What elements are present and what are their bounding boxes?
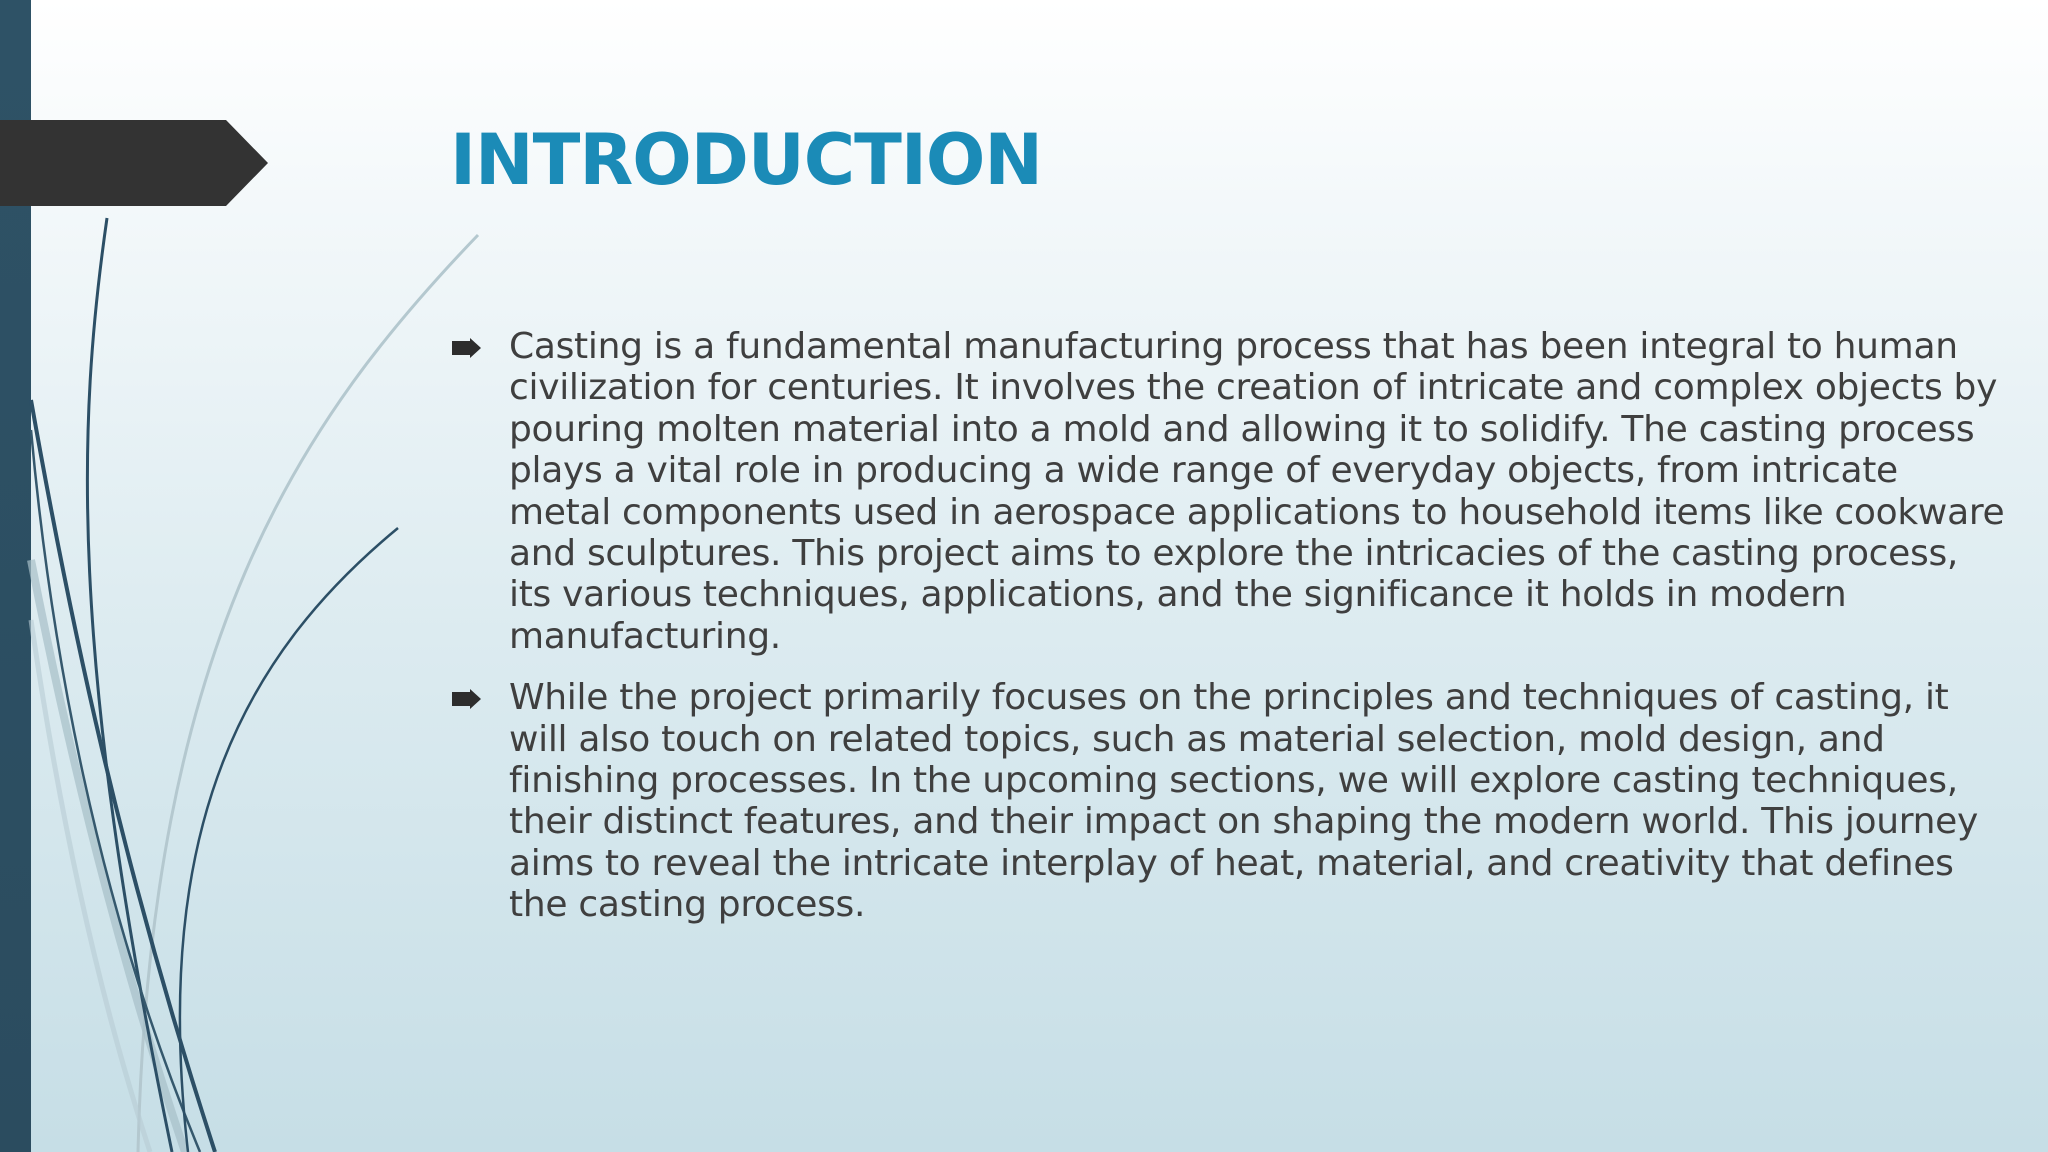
dark-curve <box>180 528 398 1152</box>
dark-curve <box>87 218 172 1152</box>
arrow-bullet-icon <box>452 689 482 709</box>
slide-title: INTRODUCTION <box>450 119 1042 201</box>
bullet-list <box>450 326 2010 946</box>
bullet-item <box>450 677 2010 925</box>
bullet-item <box>450 326 2010 657</box>
arrow-bullet-icon <box>452 338 482 358</box>
light-curve <box>138 235 478 1152</box>
bullet-text: Casting is a fundamental manufacturing process that has been integral to human civilization for centuries. It involves the creation of intricate and complex objects by pouring molten material into a mold and allowing it to solidify. The casting process plays a vital role in producing a wide range of everyday objects, from intricate metal components used in aerospace applications to household items like cookware and sculptures. This project aims to explore the intricacies of the casting process, its various techniques, applications, and the significance it holds in modern manufacturing. <box>509 326 2005 657</box>
bullet-text: While the project primarily focuses on the principles and techniques of casting, it will also touch on related topics, such as material selection, mold design, and finishing processes. In the upcoming sections, we will explore casting techniques, their distinct features, and their impact on shaping the modern world. This journey aims to reveal the intricate interplay of heat, material, and creativity that defines the casting process. <box>509 677 1978 926</box>
title-tab-arrow <box>0 120 270 206</box>
light-curve <box>31 560 185 1152</box>
